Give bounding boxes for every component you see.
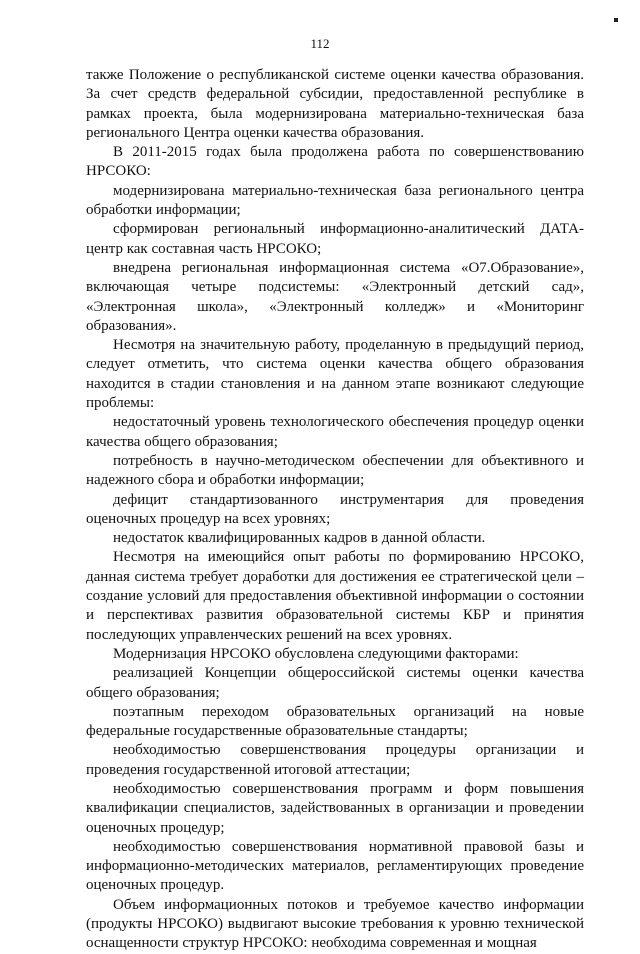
list-item: поэтапным переходом образовательных организаций на новые федеральные государственные образовательные стандарты; <box>86 703 584 740</box>
paragraph: В 2011-2015 годах была продолжена работа по совершенствованию НРСОКО: <box>86 144 584 180</box>
list-item: необходимостью совершенствования нормативной правовой базы и информационно-методических материалов, регламентирующих проведение оценочных процедур. <box>86 838 584 894</box>
paragraph: Несмотря на значительную работу, проделанную в предыдущий период, следует отметить, что система оценки качества общего образования находится в стадии становления и на данном этапе возникают следующие проблемы: <box>86 337 584 412</box>
list-item: недостаточный уровень технологического обеспечения процедур оценки качества общего образования; <box>86 414 584 450</box>
page-number: 112 <box>310 36 330 51</box>
scan-mark <box>614 18 618 22</box>
list-item: модернизирована материально-техническая база регионального центра обработки информации; <box>86 182 584 219</box>
list-item: дефицит стандартизованного инструментария для проведения оценочных процедур на всех уровнях; <box>86 491 584 527</box>
paragraph: Модернизация НРСОКО обусловлена следующими факторами: <box>113 645 519 662</box>
body-text <box>86 66 584 954</box>
list-item: сформирован региональный информационно-аналитический ДАТА-центр как составная часть НРСОКО; <box>86 221 584 257</box>
list-item: внедрена региональная информационная система «О7.Образование», включающая четыре подсистемы: «Электронный детский сад», «Электронная школа», «Электронный колледж» и «Мониторинг образования». <box>86 259 584 334</box>
list-item: реализацией Концепции общероссийской системы оценки качества общего образования; <box>86 665 584 701</box>
paragraph: Объем информационных потоков и требуемое качество информации (продукты НРСОКО) выдвигают высокие требования к уровню технической оснащенности структур НРСОКО: необходима современная и мощная <box>86 896 584 952</box>
list-item: необходимостью совершенствования процедуры организации и проведения государственной итоговой аттестации; <box>86 742 584 778</box>
list-item: потребность в научно-методическом обеспечении для объективного и надежного сбора и обработки информации; <box>86 452 584 489</box>
paragraph-continuation: также Положение о республиканской системе оценки качества образования. За счет средств федеральной субсидии, предоставленной республике в рамках проекта, была модернизирована материально-техническая база регионального Центра оценки качества образования. <box>86 67 584 141</box>
list-item: необходимостью совершенствования программ и форм повышения квалификации специалистов, задействованных в организации и проведении оценочных процедур; <box>86 780 584 836</box>
list-item: недостаток квалифицированных кадров в данной области. <box>113 530 486 547</box>
paragraph: Несмотря на имеющийся опыт работы по формированию НРСОКО, данная система требует доработки для достижения ее стратегической цели – создание условий для предоставления объективной информации о состоянии и перспективах развития образовательной системы КБР и принятия последующих управленческих решений на всех уровнях. <box>86 549 584 643</box>
